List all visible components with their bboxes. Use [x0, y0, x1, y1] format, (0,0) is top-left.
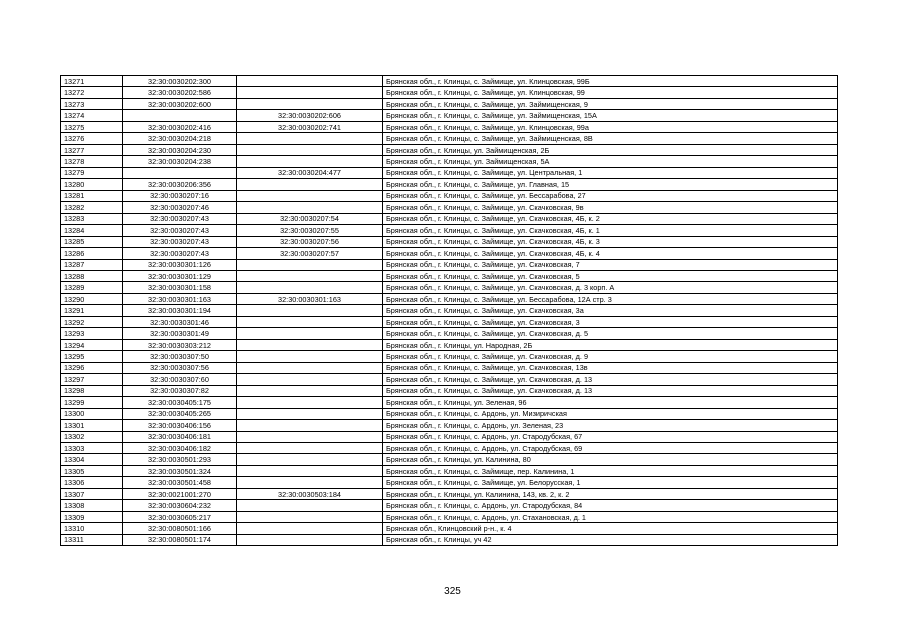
table-row — [61, 408, 838, 419]
row-number-cell: 13303 — [61, 443, 123, 454]
table-row — [61, 431, 838, 442]
table-row — [61, 465, 838, 476]
table-row — [61, 362, 838, 373]
object-number-cell — [237, 156, 383, 167]
row-number-cell: 13296 — [61, 362, 123, 373]
row-number-cell: 13305 — [61, 465, 123, 476]
row-number-cell: 13290 — [61, 293, 123, 304]
row-number-cell: 13281 — [61, 190, 123, 201]
cadastral-number-cell: 32:30:0080501:174 — [123, 534, 237, 545]
address-cell: Брянская обл., г. Клинцы, с. Займище, ул. Центральная, 1 — [383, 167, 838, 178]
table-row — [61, 305, 838, 316]
address-cell: Брянская обл., г. Клинцы, с. Займище, ул. Бессарабова, 27 — [383, 190, 838, 201]
address-cell: Брянская обл., г. Клинцы, с. Ардонь, ул. Стародубская, 69 — [383, 443, 838, 454]
address-cell: Брянская обл., Клинцовский р-н., к. 4 — [383, 523, 838, 534]
object-number-cell — [237, 133, 383, 144]
row-number-cell: 13289 — [61, 282, 123, 293]
row-number-cell: 13297 — [61, 374, 123, 385]
row-number-cell: 13293 — [61, 328, 123, 339]
address-cell: Брянская обл., г. Клинцы, с. Ардонь, ул. Мизиричская — [383, 408, 838, 419]
row-number-cell: 13294 — [61, 339, 123, 350]
cadastral-number-cell: 32:30:0030301:46 — [123, 316, 237, 327]
address-cell: Брянская обл., г. Клинцы, с. Займище, ул. Бессарабова, 12А стр. 3 — [383, 293, 838, 304]
cadastral-number-cell: 32:30:0030202:300 — [123, 76, 237, 87]
table-row — [61, 328, 838, 339]
table-row — [61, 374, 838, 385]
table-row — [61, 511, 838, 522]
row-number-cell: 13272 — [61, 87, 123, 98]
row-number-cell: 13286 — [61, 248, 123, 259]
address-cell: Брянская обл., г. Клинцы, с. Займище, ул. Белорусская, 1 — [383, 477, 838, 488]
object-number-cell — [237, 500, 383, 511]
row-number-cell: 13275 — [61, 121, 123, 132]
object-number-cell — [237, 362, 383, 373]
table-row — [61, 225, 838, 236]
object-number-cell — [237, 76, 383, 87]
cadastral-number-cell: 32:30:0030207:16 — [123, 190, 237, 201]
object-number-cell — [237, 270, 383, 281]
table-row — [61, 87, 838, 98]
object-number-cell — [237, 420, 383, 431]
address-cell: Брянская обл., г. Клинцы, ул. Народная, 2Б — [383, 339, 838, 350]
object-number-cell — [237, 305, 383, 316]
object-number-cell — [237, 511, 383, 522]
cadastral-number-cell: 32:30:0030406:182 — [123, 443, 237, 454]
object-number-cell — [237, 431, 383, 442]
cadastral-number-cell: 32:30:0030301:163 — [123, 293, 237, 304]
address-cell: Брянская обл., г. Клинцы, с. Займище, ул. Скачковская, д. 5 — [383, 328, 838, 339]
row-number-cell: 13271 — [61, 76, 123, 87]
cadastral-number-cell: 32:30:0030307:60 — [123, 374, 237, 385]
table-row — [61, 213, 838, 224]
table-row — [61, 534, 838, 545]
row-number-cell: 13280 — [61, 179, 123, 190]
object-number-cell: 32:30:0030202:741 — [237, 121, 383, 132]
cadastral-number-cell: 32:30:0030207:43 — [123, 236, 237, 247]
row-number-cell: 13283 — [61, 213, 123, 224]
row-number-cell: 13307 — [61, 488, 123, 499]
table-row — [61, 121, 838, 132]
row-number-cell: 13285 — [61, 236, 123, 247]
address-cell: Брянская обл., г. Клинцы, с. Займище, ул. Скачковская, 4Б, к. 1 — [383, 225, 838, 236]
table-row — [61, 236, 838, 247]
row-number-cell: 13273 — [61, 98, 123, 109]
cadastral-number-cell: 32:30:0030604:232 — [123, 500, 237, 511]
cadastral-number-cell: 32:30:0030501:324 — [123, 465, 237, 476]
table-row — [61, 156, 838, 167]
cadastral-number-cell — [123, 110, 237, 121]
table-body — [61, 76, 838, 546]
address-cell: Брянская обл., г. Клинцы, уч 42 — [383, 534, 838, 545]
object-number-cell — [237, 190, 383, 201]
table-row — [61, 420, 838, 431]
cadastral-number-cell: 32:30:0030307:56 — [123, 362, 237, 373]
object-number-cell — [237, 339, 383, 350]
object-number-cell — [237, 385, 383, 396]
object-number-cell — [237, 202, 383, 213]
address-cell: Брянская обл., г. Клинцы, с. Ардонь, ул. Зеленая, 23 — [383, 420, 838, 431]
table-row — [61, 488, 838, 499]
table-row — [61, 339, 838, 350]
object-number-cell — [237, 87, 383, 98]
object-number-cell: 32:30:0030207:55 — [237, 225, 383, 236]
table-row — [61, 523, 838, 534]
address-cell: Брянская обл., г. Клинцы, ул. Калинина, 143, кв. 2, к. 2 — [383, 488, 838, 499]
cadastral-number-cell: 32:30:0030303:212 — [123, 339, 237, 350]
table-row — [61, 179, 838, 190]
cadastral-number-cell: 32:30:0030301:49 — [123, 328, 237, 339]
cadastral-register-table — [60, 75, 838, 546]
address-cell: Брянская обл., г. Клинцы, с. Займище, ул. Главная, 15 — [383, 179, 838, 190]
cadastral-number-cell: 32:30:0030301:194 — [123, 305, 237, 316]
object-number-cell — [237, 282, 383, 293]
object-number-cell — [237, 408, 383, 419]
cadastral-number-cell: 32:30:0030405:175 — [123, 397, 237, 408]
cadastral-number-cell: 32:30:0030202:600 — [123, 98, 237, 109]
table-row — [61, 144, 838, 155]
object-number-cell: 32:30:0030207:56 — [237, 236, 383, 247]
row-number-cell: 13300 — [61, 408, 123, 419]
object-number-cell — [237, 316, 383, 327]
address-cell: Брянская обл., г. Клинцы, с. Займище, ул. Клинцовская, 99Б — [383, 76, 838, 87]
cadastral-number-cell: 32:30:0030207:43 — [123, 248, 237, 259]
table-row — [61, 190, 838, 201]
object-number-cell — [237, 328, 383, 339]
cadastral-number-cell: 32:30:0030202:416 — [123, 121, 237, 132]
cadastral-number-cell — [123, 167, 237, 178]
row-number-cell: 13276 — [61, 133, 123, 144]
cadastral-number-cell: 32:30:0030202:586 — [123, 87, 237, 98]
address-cell: Брянская обл., г. Клинцы, ул. Займищенская, 5А — [383, 156, 838, 167]
cadastral-number-cell: 32:30:0030406:156 — [123, 420, 237, 431]
address-cell: Брянская обл., г. Клинцы, с. Займище, ул. Займищенская, 8В — [383, 133, 838, 144]
object-number-cell — [237, 397, 383, 408]
object-number-cell — [237, 351, 383, 362]
address-cell: Брянская обл., г. Клинцы, ул. Займищенская, 2Б — [383, 144, 838, 155]
address-cell: Брянская обл., г. Клинцы, с. Займище, ул. Скачковская, д. 9 — [383, 351, 838, 362]
address-cell: Брянская обл., г. Клинцы, с. Ардонь, ул. Стародубская, 67 — [383, 431, 838, 442]
cadastral-number-cell: 32:30:0030307:50 — [123, 351, 237, 362]
row-number-cell: 13309 — [61, 511, 123, 522]
table-row — [61, 270, 838, 281]
address-cell: Брянская обл., г. Клинцы, с. Займище, ул. Скачковская, 4Б, к. 3 — [383, 236, 838, 247]
cadastral-number-cell: 32:30:0030405:265 — [123, 408, 237, 419]
table-row — [61, 316, 838, 327]
address-cell: Брянская обл., г. Клинцы, с. Займище, ул. Скачковская, 3 — [383, 316, 838, 327]
object-number-cell — [237, 465, 383, 476]
row-number-cell: 13304 — [61, 454, 123, 465]
address-cell: Брянская обл., г. Клинцы, ул. Калинина, 80 — [383, 454, 838, 465]
table-row — [61, 259, 838, 270]
cadastral-number-cell: 32:30:0030301:158 — [123, 282, 237, 293]
table-row — [61, 76, 838, 87]
object-number-cell — [237, 98, 383, 109]
object-number-cell — [237, 374, 383, 385]
table-row — [61, 293, 838, 304]
row-number-cell: 13299 — [61, 397, 123, 408]
address-cell: Брянская обл., г. Клинцы, с. Займище, ул. Клинцовская, 99а — [383, 121, 838, 132]
row-number-cell: 13302 — [61, 431, 123, 442]
cadastral-number-cell: 32:30:0030204:238 — [123, 156, 237, 167]
address-cell: Брянская обл., г. Клинцы, с. Займище, ул. Скачковская, 13в — [383, 362, 838, 373]
object-number-cell: 32:30:0030204:477 — [237, 167, 383, 178]
cadastral-number-cell: 32:30:0030501:293 — [123, 454, 237, 465]
row-number-cell: 13274 — [61, 110, 123, 121]
row-number-cell: 13282 — [61, 202, 123, 213]
row-number-cell: 13288 — [61, 270, 123, 281]
address-cell: Брянская обл., г. Клинцы, с. Займище, ул. Скачковская, 9в — [383, 202, 838, 213]
cadastral-number-cell: 32:30:0030206:356 — [123, 179, 237, 190]
object-number-cell: 32:30:0030301:163 — [237, 293, 383, 304]
address-cell: Брянская обл., г. Клинцы, ул. Зеленая, 96 — [383, 397, 838, 408]
address-cell: Брянская обл., г. Клинцы, с. Займище, ул. Клинцовская, 99 — [383, 87, 838, 98]
row-number-cell: 13295 — [61, 351, 123, 362]
address-cell: Брянская обл., г. Клинцы, с. Займище, ул. Скачковская, д. 13 — [383, 385, 838, 396]
address-cell: Брянская обл., г. Клинцы, с. Займище, ул. Займищенская, 15А — [383, 110, 838, 121]
table-row — [61, 351, 838, 362]
table-row — [61, 167, 838, 178]
address-cell: Брянская обл., г. Клинцы, с. Займище, ул. Скачковская, 5 — [383, 270, 838, 281]
row-number-cell: 13287 — [61, 259, 123, 270]
table-row — [61, 443, 838, 454]
row-number-cell: 13284 — [61, 225, 123, 236]
page-number: 325 — [444, 586, 461, 597]
cadastral-number-cell: 32:30:0030207:43 — [123, 213, 237, 224]
object-number-cell — [237, 534, 383, 545]
cadastral-number-cell: 32:30:0030204:230 — [123, 144, 237, 155]
row-number-cell: 13301 — [61, 420, 123, 431]
address-cell: Брянская обл., г. Клинцы, с. Ардонь, ул. Стародубская, 84 — [383, 500, 838, 511]
address-cell: Брянская обл., г. Клинцы, с. Ардонь, ул. Стахановская, д. 1 — [383, 511, 838, 522]
table-row — [61, 248, 838, 259]
row-number-cell: 13298 — [61, 385, 123, 396]
cadastral-number-cell: 32:30:0030307:82 — [123, 385, 237, 396]
object-number-cell: 32:30:0030202:606 — [237, 110, 383, 121]
cadastral-number-cell: 32:30:0021001:270 — [123, 488, 237, 499]
table-row — [61, 500, 838, 511]
cadastral-number-cell: 32:30:0030207:46 — [123, 202, 237, 213]
object-number-cell — [237, 477, 383, 488]
cadastral-number-cell: 32:30:0080501:166 — [123, 523, 237, 534]
cadastral-number-cell: 32:30:0030207:43 — [123, 225, 237, 236]
address-cell: Брянская обл., г. Клинцы, с. Займище, ул. Займищенская, 9 — [383, 98, 838, 109]
row-number-cell: 13306 — [61, 477, 123, 488]
table-row — [61, 110, 838, 121]
address-cell: Брянская обл., г. Клинцы, с. Займище, пер. Калинина, 1 — [383, 465, 838, 476]
row-number-cell: 13308 — [61, 500, 123, 511]
object-number-cell: 32:30:0030207:57 — [237, 248, 383, 259]
row-number-cell: 13311 — [61, 534, 123, 545]
table-row — [61, 397, 838, 408]
cadastral-number-cell: 32:30:0030204:218 — [123, 133, 237, 144]
address-cell: Брянская обл., г. Клинцы, с. Займище, ул. Скачковская, 4Б, к. 4 — [383, 248, 838, 259]
table-row — [61, 133, 838, 144]
object-number-cell — [237, 523, 383, 534]
table-row — [61, 202, 838, 213]
address-cell: Брянская обл., г. Клинцы, с. Займище, ул. Скачковская, 7 — [383, 259, 838, 270]
row-number-cell: 13279 — [61, 167, 123, 178]
table-row — [61, 98, 838, 109]
object-number-cell: 32:30:0030503:184 — [237, 488, 383, 499]
object-number-cell — [237, 179, 383, 190]
table-row — [61, 385, 838, 396]
cadastral-number-cell: 32:30:0030301:126 — [123, 259, 237, 270]
address-cell: Брянская обл., г. Клинцы, с. Займище, ул. Скачковская, 3а — [383, 305, 838, 316]
object-number-cell — [237, 443, 383, 454]
row-number-cell: 13292 — [61, 316, 123, 327]
object-number-cell — [237, 454, 383, 465]
address-cell: Брянская обл., г. Клинцы, с. Займище, ул. Скачковская, 4Б, к. 2 — [383, 213, 838, 224]
row-number-cell: 13310 — [61, 523, 123, 534]
cadastral-number-cell: 32:30:0030301:129 — [123, 270, 237, 281]
row-number-cell: 13291 — [61, 305, 123, 316]
cadastral-number-cell: 32:30:0030406:181 — [123, 431, 237, 442]
cadastral-number-cell: 32:30:0030501:458 — [123, 477, 237, 488]
object-number-cell — [237, 259, 383, 270]
table-row — [61, 454, 838, 465]
object-number-cell — [237, 144, 383, 155]
address-cell: Брянская обл., г. Клинцы, с. Займище, ул. Скачковская, д. 3 корп. А — [383, 282, 838, 293]
object-number-cell: 32:30:0030207:54 — [237, 213, 383, 224]
address-cell: Брянская обл., г. Клинцы, с. Займище, ул. Скачковская, д. 13 — [383, 374, 838, 385]
cadastral-number-cell: 32:30:0030605:217 — [123, 511, 237, 522]
row-number-cell: 13277 — [61, 144, 123, 155]
table-row — [61, 477, 838, 488]
table-row — [61, 282, 838, 293]
row-number-cell: 13278 — [61, 156, 123, 167]
